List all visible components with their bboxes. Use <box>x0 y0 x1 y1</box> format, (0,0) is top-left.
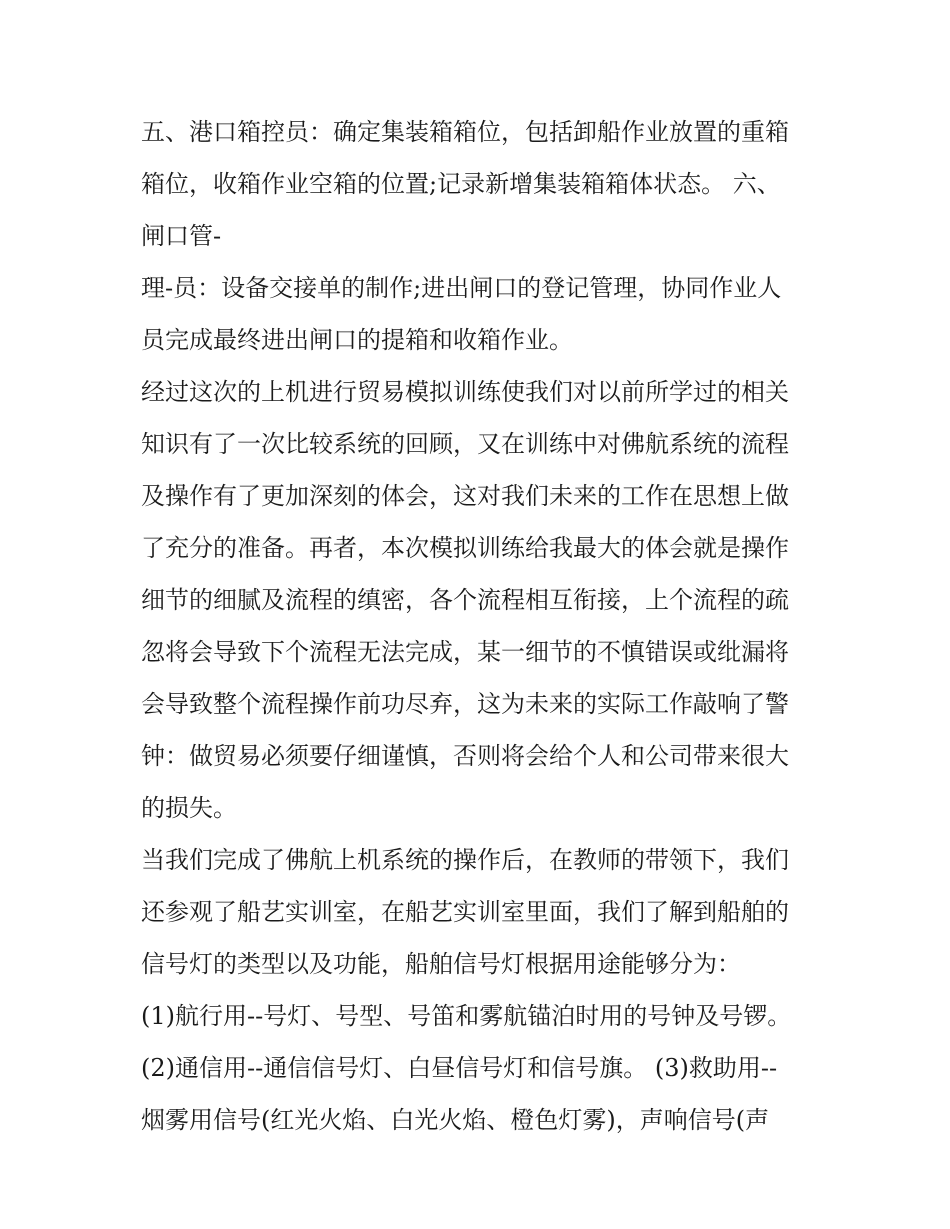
text-line: 理-员：设备交接单的制作;进出闸口的登记管理，协同作业人 <box>141 274 782 302</box>
text-line: 了充分的准备。再者，本次模拟训练给我最大的体会就是操作 <box>141 534 789 562</box>
text-line: 箱位，收箱作业空箱的位置;记录新增集装箱箱体状态。 六、 <box>141 170 781 198</box>
text-line: (2)通信用--通信信号灯、白昼信号灯和信号旗。 (3)救助用-- <box>141 1054 778 1082</box>
text-line: 的损失。 <box>141 794 237 822</box>
text-line: 会导致整个流程操作前功尽弃，这为未来的实际工作敲响了警 <box>141 690 789 718</box>
paragraph-communication-signals <box>141 1042 831 1146</box>
paragraph-seamanship-lab <box>141 834 831 990</box>
text-line: 信号灯的类型以及功能，船舶信号灯根据用途能够分为： <box>141 950 741 978</box>
text-line: 经过这次的上机进行贸易模拟训练使我们对以前所学过的相关 <box>141 378 789 406</box>
text-line: 闸口管- <box>141 222 222 250</box>
text-line: (1)航行用--号灯、号型、号笛和雾航锚泊时用的号钟及号锣。 <box>141 1002 792 1030</box>
text-line: 及操作有了更加深刻的体会，这对我们未来的工作在思想上做 <box>141 482 789 510</box>
text-line: 烟雾用信号(红光火焰、白光火焰、橙色灯雾)，声响信号(声 <box>141 1106 770 1134</box>
text-line: 忽将会导致下个流程无法完成，某一细节的不慎错误或纰漏将 <box>141 638 789 666</box>
text-line: 钟：做贸易必须要仔细谨慎，否则将会给个人和公司带来很大 <box>141 742 789 770</box>
text-line: 五、港口箱控员：确定集装箱箱位，包括卸船作业放置的重箱 <box>141 118 789 146</box>
text-line: 员完成最终进出闸口的提箱和收箱作业。 <box>141 326 573 354</box>
paragraph-gate-manager <box>141 262 831 366</box>
text-line: 细节的细腻及流程的缜密，各个流程相互衔接，上个流程的疏 <box>141 586 789 614</box>
paragraph-navigation-signals <box>141 990 831 1042</box>
text-line: 知识有了一次比较系统的回顾，又在训练中对佛航系统的流程 <box>141 430 789 458</box>
text-line: 还参观了船艺实训室，在船艺实训室里面，我们了解到船舶的 <box>141 898 789 926</box>
paragraph-port-roles <box>141 106 831 262</box>
document-body <box>141 106 831 1146</box>
text-line: 当我们完成了佛航上机系统的操作后，在教师的带领下，我们 <box>141 846 789 874</box>
paragraph-training-reflection <box>141 366 831 834</box>
